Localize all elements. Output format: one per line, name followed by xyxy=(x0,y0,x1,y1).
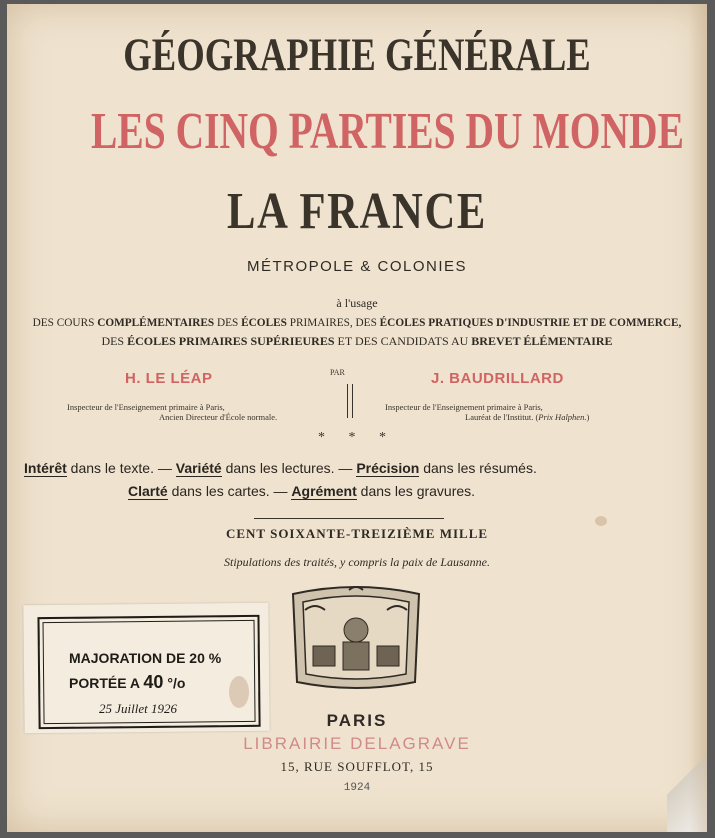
usage-text: PRIMAIRES, DES xyxy=(286,315,380,329)
publisher-city: PARIS xyxy=(326,711,388,730)
motto-line-2 xyxy=(128,483,475,499)
label-percent: % xyxy=(208,650,222,666)
usage-text: DES xyxy=(101,334,128,348)
motto-word: Variété xyxy=(175,460,222,476)
usage-intro: à l'usage xyxy=(336,296,378,310)
motto-word: Clarté xyxy=(128,483,168,499)
motto-word: Précision xyxy=(356,460,420,476)
usage-bold: BREVET ÉLÉMENTAIRE xyxy=(471,334,613,348)
author-right-name: J. BAUDRILLARD xyxy=(431,370,564,387)
label-majoration xyxy=(69,650,221,666)
usage-line-2 xyxy=(7,334,707,349)
author-divider xyxy=(347,384,353,418)
motto-text: dans le texte. — xyxy=(66,460,176,476)
label-percent: °/o xyxy=(163,675,186,691)
label-text: PORTÉE A xyxy=(69,675,144,691)
motto-text: dans les résumés. xyxy=(419,460,537,476)
publisher-address: 15, RUE SOUFFLOT, 15 xyxy=(280,759,434,774)
author-right-desc-1: Inspecteur de l'Enseignement primaire à Paris, xyxy=(385,402,543,412)
page-curl xyxy=(667,742,707,832)
motto-text: dans les lectures. — xyxy=(221,460,357,476)
author-left-desc-1: Inspecteur de l'Enseignement primaire à Paris, xyxy=(67,402,225,412)
publication-year: 1924 xyxy=(343,782,371,794)
usage-text: DES xyxy=(214,315,242,329)
par-label: PAR xyxy=(330,368,345,377)
subtitle-metropole: MÉTROPOLE & COLONIES xyxy=(246,258,468,275)
title-cinq-parties: LES CINQ PARTIES DU MONDE xyxy=(91,103,684,160)
stain xyxy=(229,676,249,708)
author-left-name: H. LE LÉAP xyxy=(125,370,213,387)
motto-text: dans les cartes. — xyxy=(167,483,292,499)
label-value: 40 xyxy=(143,672,164,692)
edition-rule xyxy=(254,518,444,519)
author-right-prize: Prix Halphen. xyxy=(538,412,587,422)
label-date: 25 Juillet 1926 xyxy=(99,701,177,716)
stipulations-text: Stipulations des traités, y compris la paix de Lausanne. xyxy=(224,555,490,569)
publisher-name: LIBRAIRIE DELAGRAVE xyxy=(243,734,471,753)
title-geographie-generale: GÉOGRAPHIE GÉNÉRALE xyxy=(123,29,591,81)
label-text: MAJORATION DE 20 xyxy=(69,650,209,666)
usage-text: ET DES CANDIDATS AU xyxy=(334,334,472,348)
author-right-desc-text: Lauréat de l'Institut. ( xyxy=(465,412,539,422)
book-cover-page xyxy=(7,4,707,832)
label-portee xyxy=(69,672,185,693)
usage-bold: ÉCOLES PRATIQUES D'INDUSTRIE ET DE COMMERCE, xyxy=(379,315,682,329)
author-left-desc-2: Ancien Directeur d'École normale. xyxy=(159,412,278,422)
ornament-stars: * * * xyxy=(318,430,396,445)
author-right-desc-2 xyxy=(465,412,589,422)
motto-line-1 xyxy=(24,460,537,476)
usage-line-1 xyxy=(28,315,686,330)
edition-text: CENT SOIXANTE-TREIZIÈME MILLE xyxy=(225,526,489,541)
usage-bold: ÉCOLES PRIMAIRES SUPÉRIEURES xyxy=(127,334,335,348)
stain xyxy=(595,516,607,526)
usage-bold: COMPLÉMENTAIRES xyxy=(97,315,215,329)
motto-text: dans les gravures. xyxy=(356,483,476,499)
publisher-emblem-icon xyxy=(287,586,425,690)
motto-word: Intérêt xyxy=(24,460,67,476)
usage-text: DES COURS xyxy=(32,315,98,329)
author-right-desc-text: ) xyxy=(586,412,590,422)
usage-bold: ÉCOLES xyxy=(241,315,287,329)
motto-word: Agrément xyxy=(291,483,357,499)
title-la-france: LA FRANCE xyxy=(227,183,487,240)
